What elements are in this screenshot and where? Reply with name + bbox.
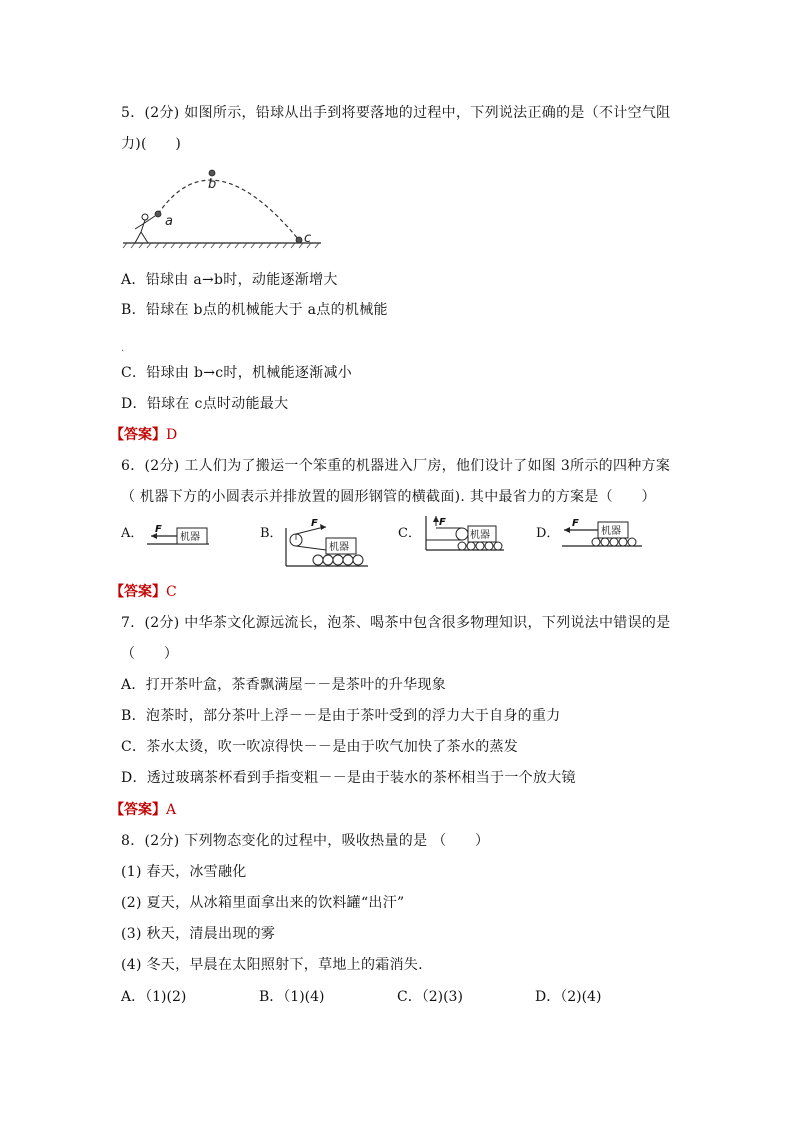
- q5-option-c: C．铅球由 b→c时，机械能逐渐减小: [121, 365, 353, 381]
- q6-fig-c-letter: C．: [398, 526, 421, 541]
- q7-stem-line1: 7．(2分) 中华茶文化源远流长，泡茶、喝茶中包含很多物理知识，下列说法中错误的是: [121, 615, 671, 631]
- q6-figure-a: [147, 518, 212, 548]
- q6-fig-a-letter: A．: [121, 526, 144, 541]
- thrower-figure: [135, 214, 155, 243]
- label-b: b: [208, 177, 217, 192]
- trajectory-path: [158, 180, 299, 240]
- q7-answer-label: 【答案】: [110, 802, 166, 818]
- q5-stem-line1: 5．(2分) 如图所示，铅球从出手到将要落地的过程中，下列说法正确的是（不计空气阻: [121, 105, 671, 121]
- q5-answer-letter: D: [166, 427, 178, 443]
- q6-fig-a-box-label: 机器: [180, 532, 200, 543]
- q5-stem-line2: 力)( ): [121, 136, 182, 152]
- ground-hatching: [123, 243, 319, 248]
- q7-option-d: D．透过玻璃茶杯看到手指变粗－－是由于装水的茶杯相当于一个放大镜: [121, 770, 576, 786]
- q5-option-b: B．铅球在 b点的机械能大于 a点的机械能: [121, 302, 388, 318]
- q8-item-3: (3) 秋天，清晨出现的雾: [121, 926, 276, 942]
- q8-item-4: (4) 冬天，早晨在太阳照射下，草地上的霜消失.: [121, 957, 423, 973]
- q8-stem: 8．(2分) 下列物态变化的过程中，吸收热量的是 （ ）: [121, 833, 490, 849]
- q6-fig-b-force: F: [311, 518, 318, 529]
- label-c: c: [304, 231, 312, 246]
- q5-trajectory-figure: [121, 165, 331, 250]
- q5-answer: [110, 425, 177, 445]
- ball-point-a: [155, 211, 161, 217]
- q6-fig-d-letter: D．: [536, 526, 560, 541]
- ball-point-b: [209, 170, 215, 176]
- q6-fig-d-box-label: 机器: [601, 526, 621, 537]
- q6-figure-d: [560, 516, 644, 550]
- ball-point-c: [296, 237, 302, 243]
- q7-option-b: B．泡茶时，部分茶叶上浮－－是由于茶叶受到的浮力大于自身的重力: [121, 708, 561, 724]
- q8-option-b: B．（1)(4): [259, 989, 325, 1005]
- q5-answer-label: 【答案】: [110, 427, 166, 443]
- q6-stem-line1: 6．(2分) 工人们为了搬运一个笨重的机器进入厂房，他们设计了如图 3所示的四种方案: [121, 458, 671, 474]
- q6-fig-c-box-label: 机器: [470, 530, 490, 541]
- q6-fig-d-force: F: [572, 518, 579, 529]
- q6-figure-c: [422, 514, 506, 554]
- q8-item-2: (2) 夏天，从冰箱里面拿出来的饮料罐“出汗”: [121, 895, 405, 911]
- q5-option-a: A．铅球由 a→b时，动能逐渐增大: [121, 272, 338, 288]
- q7-answer-letter: A: [166, 802, 177, 818]
- q8-options: [121, 987, 681, 1007]
- q7-answer: [110, 800, 176, 820]
- q8-option-d: D．（2)(4): [535, 989, 602, 1005]
- q8-item-1: (1) 春天，冰雪融化: [121, 864, 247, 880]
- q6-figure-b: [280, 518, 370, 570]
- q8-option-a: A．（1)(2): [121, 989, 187, 1005]
- label-a: a: [165, 214, 173, 229]
- q6-answer-label: 【答案】: [110, 584, 166, 600]
- q6-stem-line2: （ 机器下方的小圆表示并排放置的圆形钢管的横截面). 其中最省力的方案是（ ）: [121, 489, 656, 505]
- q7-option-c: C．茶水太烫，吹一吹凉得快－－是由于吹气加快了茶水的蒸发: [121, 739, 519, 755]
- q6-answer: [110, 582, 177, 602]
- q6-answer-letter: C: [166, 584, 177, 600]
- q7-option-a: A．打开茶叶盒，茶香飘满屋－－是茶叶的升华现象: [121, 677, 447, 693]
- stray-mark: .: [121, 343, 125, 354]
- q6-fig-a-force: F: [155, 524, 162, 535]
- q8-option-c: C．（2)(3): [397, 989, 463, 1005]
- q6-fig-b-letter: B．: [260, 526, 283, 541]
- q5-option-d: D．铅球在 c点时动能最大: [121, 396, 289, 412]
- q6-fig-b-box-label: 机器: [329, 542, 349, 553]
- q6-fig-c-force: F: [439, 517, 446, 528]
- q7-stem-line2: （ ）: [121, 646, 179, 662]
